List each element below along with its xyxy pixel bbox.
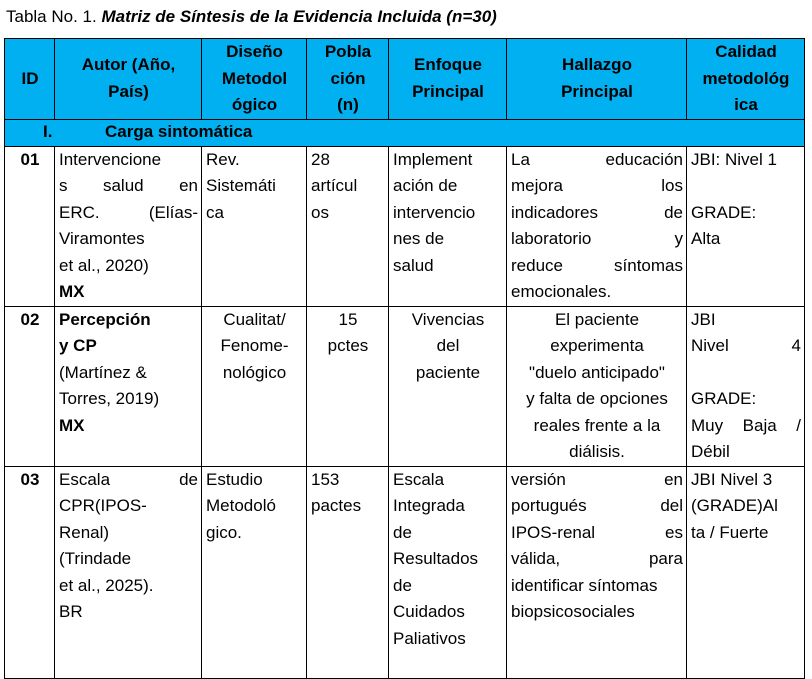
header-hallazgo: Hallazgo Principal <box>507 39 687 120</box>
cell-hallazgo: El paciente experimenta "duelo anticipado" y falta de opciones reales frente a la diálisis. <box>507 306 687 466</box>
cell-diseno: Cualitat/ Fenome- nológico <box>202 306 307 466</box>
section-row <box>5 119 805 146</box>
table-row <box>5 146 805 306</box>
cell-diseno: Rev. Sistemáti ca <box>202 146 307 306</box>
section-heading <box>5 119 805 146</box>
cell-autor: Intervencione s salud en ERC. (Elías- Viramontes et al., 2020) MX <box>55 146 202 306</box>
cell-enfoque: Implement ación de intervencio nes de salud <box>389 146 507 306</box>
header-calidad: Calidad metodológ ica <box>687 39 805 120</box>
cell-calidad: JBI Nivel 3 (GRADE)Al ta / Fuerte <box>687 466 805 678</box>
header-row <box>5 39 805 120</box>
header-enfoque: Enfoque Principal <box>389 39 507 120</box>
cell-poblacion: 153 pactes <box>307 466 389 678</box>
cell-poblacion: 28 artícul os <box>307 146 389 306</box>
table-row <box>5 466 805 678</box>
table-caption <box>6 6 497 28</box>
row-id: 01 <box>5 146 55 306</box>
caption-prefix: Tabla No. 1. <box>6 7 102 26</box>
cell-poblacion: 15 pctes <box>307 306 389 466</box>
cell-calidad: JBI: Nivel 1 GRADE: Alta <box>687 146 805 306</box>
section-numeral: I. <box>43 121 53 141</box>
table-row <box>5 306 805 466</box>
evidence-matrix-table <box>4 38 805 679</box>
row-id: 03 <box>5 466 55 678</box>
row-id: 02 <box>5 306 55 466</box>
cell-autor: Escala de CPR(IPOS- Renal) (Trindade et al., 2025). BR <box>55 466 202 678</box>
cell-autor: Percepción y CP (Martínez & Torres, 2019) MX <box>55 306 202 466</box>
section-label: Carga sintomática <box>105 121 253 141</box>
cell-diseno: Estudio Metodoló gico. <box>202 466 307 678</box>
header-autor: Autor (Año, País) <box>55 39 202 120</box>
cell-enfoque: Escala Integrada de Resultados de Cuidados Paliativos <box>389 466 507 678</box>
header-diseno: Diseño Metodol ógico <box>202 39 307 120</box>
caption-title: Matriz de Síntesis de la Evidencia Incluida (n=30) <box>101 7 497 26</box>
cell-enfoque: Vivencias del paciente <box>389 306 507 466</box>
cell-calidad: JBI Nivel 4 GRADE: Muy Baja / Débil <box>687 306 805 466</box>
cell-hallazgo: versión en portugués del IPOS-renal es válida, para identificar síntomas biopsicosociales <box>507 466 687 678</box>
cell-hallazgo: La educación mejora los indicadores de laboratorio y reduce síntomas emocionales. <box>507 146 687 306</box>
header-id: ID <box>5 39 55 120</box>
header-poblacion: Pobla ción (n) <box>307 39 389 120</box>
